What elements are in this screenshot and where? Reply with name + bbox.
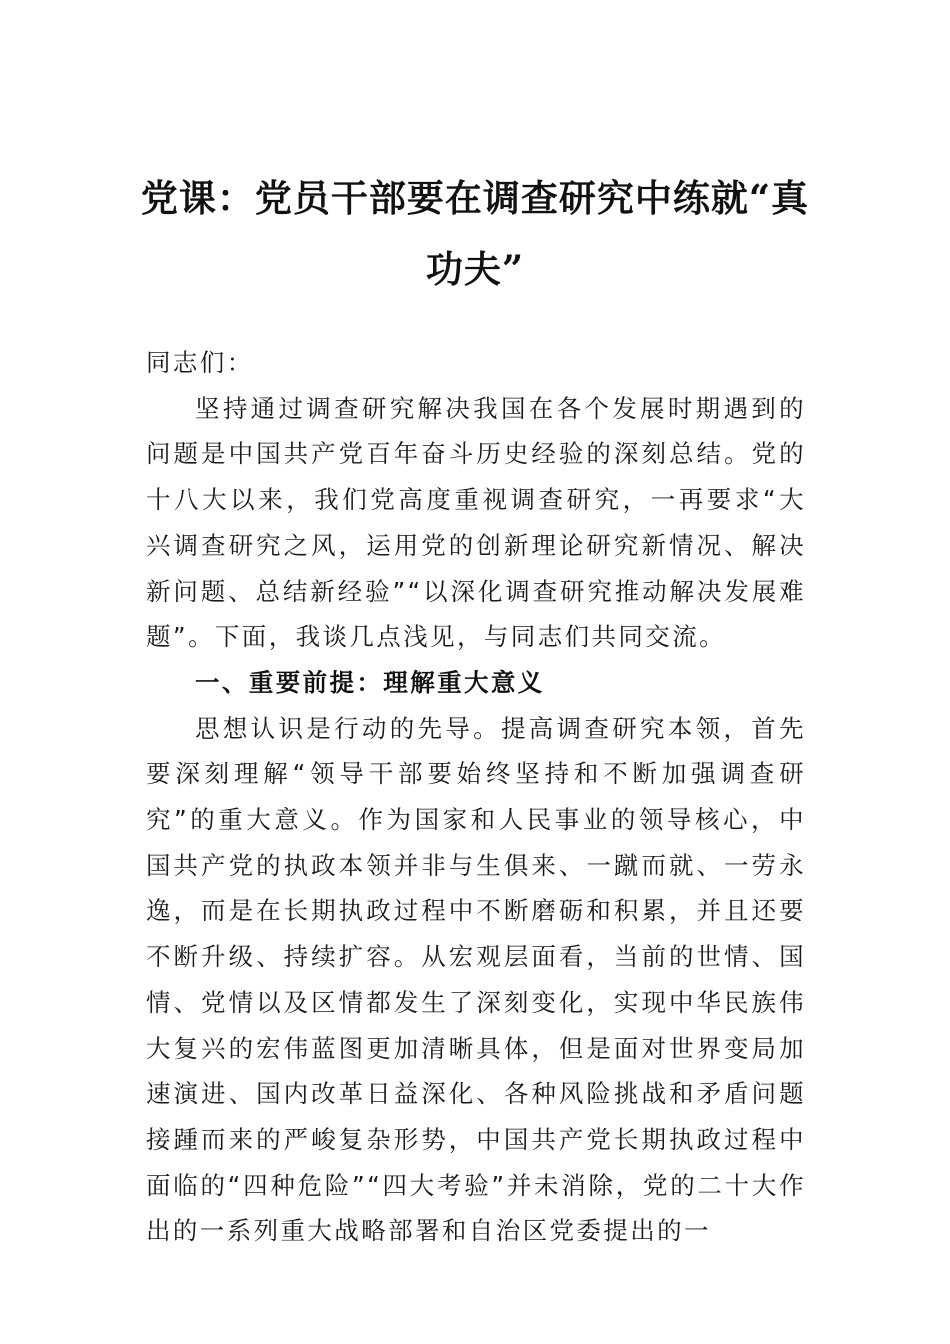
section-heading-1: 一、重要前提：理解重大意义 — [195, 667, 545, 697]
intro-paragraph: 坚持通过调查研究解决我国在各个发展时期遇到的问题是中国共产党百年奋斗历史经验的深刻总结。党的十八大以来，我们党高度重视调查研究，一再要求“大兴调查研究之风，运用党的创新理论研究新情况、解决新问题、总结新经验”“以深化调查研究推动解决发展难题”。下面，我谈几点浅见，与同志们共同交流。 — [146, 393, 806, 652]
salutation: 同志们： — [146, 348, 254, 377]
section-1-paragraph: 思想认识是行动的先导。提高调查研究本领，首先要深刻理解“领导干部要始终坚持和不断加强调查研究”的重大意义。作为国家和人民事业的领导核心，中国共产党的执政本领并非与生俱来、一蹴而就、一劳永逸，而是在长期执政过程中不断磨砺和积累，并且还要不断升级、持续扩容。从宏观层面看，当前的世情、国情、党情以及区情都发生了深刻变化，实现中华民族伟大复兴的宏伟蓝图更加清晰具体，但是面对世界变局加速演进、国内改革日益深化、各种风险挑战和矛盾问题接踵而来的严峻复杂形势，中国共产党长期执政过程中面临的“四种危险”“四大考验”并未消除，党的二十大作出的一系列重大战略部署和自治区党委提出的一 — [146, 713, 806, 1246]
document-title: 党课：党员干部要在调查研究中练就“真功夫” — [140, 176, 810, 291]
document-body — [146, 340, 806, 1254]
